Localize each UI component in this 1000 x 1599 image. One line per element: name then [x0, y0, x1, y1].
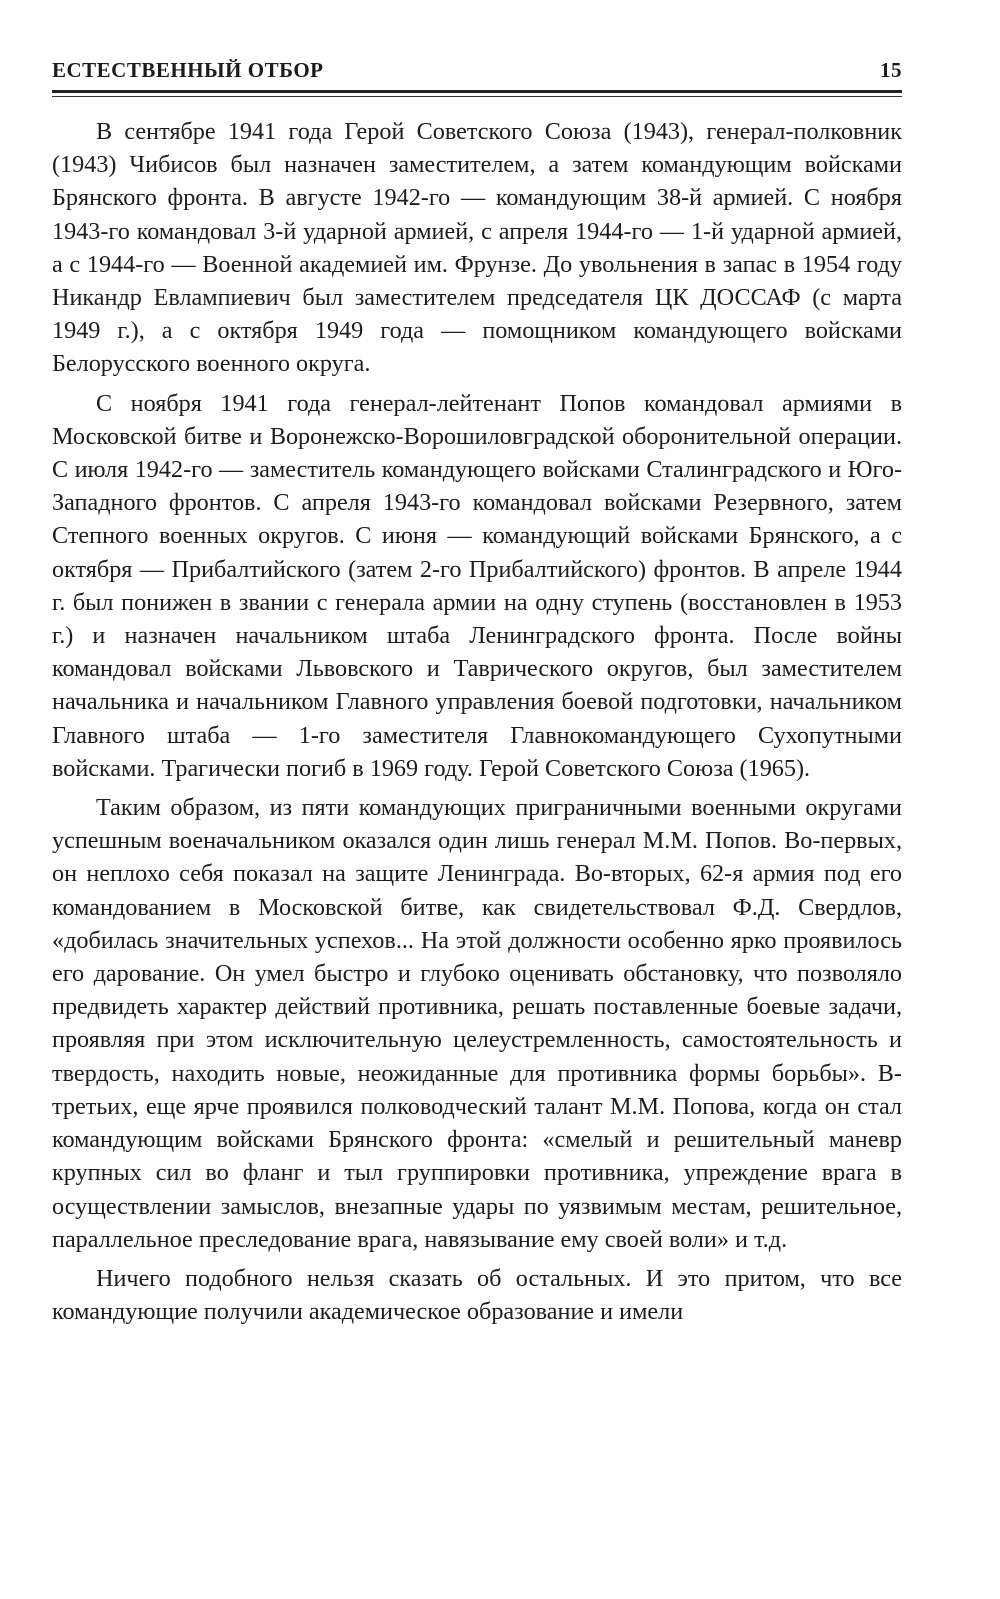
header-rule-thick: [52, 90, 902, 93]
paragraph-others: Ничего подобного нельзя сказать об остальных. И это притом, что все командующие получили академическое образование и имели: [52, 1264, 902, 1326]
paragraph-popov-career: С ноября 1941 года генерал-лейтенант Попов командовал армиями в Московской битве и Воронежско-Ворошиловградской оборонительной операции. С июля 1942-го — заместитель командующего войсками Сталинградского и Юго-Западного фронтов. С апреля 1943-го командовал войсками Резервного, затем Степного военных округов. С июня — командующий войсками Брянского, а с октября — Прибалтийского (затем 2-го Прибалтийского) фронтов. В апреле 1944 г. был понижен в звании с генерала армии на одну ступень (восстановлен в 1953 г.) и назначен начальником штаба Ленинградского фронта. После войны командовал войсками Львовского и Таврического округов, был заместителем начальника и начальником Главного управления боевой подготовки, начальником Главного штаба — 1-го заместителя Главнокомандующего Сухопутными войсками. Трагически погиб в 1969 году. Герой Советского Союза (1965).: [52, 389, 902, 782]
paragraph-chibisov: В сентябре 1941 года Герой Советского Союза (1943), генерал-полковник (1943) Чибисов был назначен заместителем, а затем командующим войсками Брянского фронта. В августе 1942-го — командующим 38-й армией. С ноября 1943-го командовал 3-й ударной армией, с апреля 1944-го — 1-й ударной армией, а с 1944-го — Военной академией им. Фрунзе. До увольнения в запас в 1954 году Никандр Евлампиевич был заместителем председателя ЦК ДОССАФ (с марта 1949 г.), а с октября 1949 года — помощником командующего войсками Белорусского военного округа.: [52, 118, 902, 378]
section-title: ЕСТЕСТВЕННЫЙ ОТБОР: [52, 58, 324, 82]
running-header: [52, 58, 902, 88]
header-rule-thin: [52, 96, 902, 97]
page-number: 15: [880, 58, 902, 82]
paragraph-conclusion: Таким образом, из пяти командующих приграничными военными округами успешным военачальником оказался один лишь генерал М.М. Попов. Во-первых, он неплохо себя показал на защите Ленинграда. Во-вторых, 62-я армия под его командованием в Московской битве, как свидетельствовал Ф.Д. Свердлов, «добилась значительных успехов... На этой должности особенно ярко проявилось его дарование. Он умел быстро и глубоко оценивать обстановку, что позволяло предвидеть характер действий противника, решать поставленные боевые задачи, проявляя при этом исключительную целеустремленность, самостоятельность и твердость, находить новые, неожиданные для противника формы борьбы». В-третьих, еще ярче проявился полководческий талант М.М. Попова, когда он стал командующим войсками Брянского фронта: «смелый и решительный маневр крупных сил во фланг и тыл группировки противника, упреждение врага в осуществлении замыслов, внезапные удары по уязвимым местам, решительное, параллельное преследование врага, навязывание ему своей воли» и т.д.: [52, 794, 902, 1253]
body-text: [52, 115, 902, 1328]
book-page: [52, 58, 902, 1328]
